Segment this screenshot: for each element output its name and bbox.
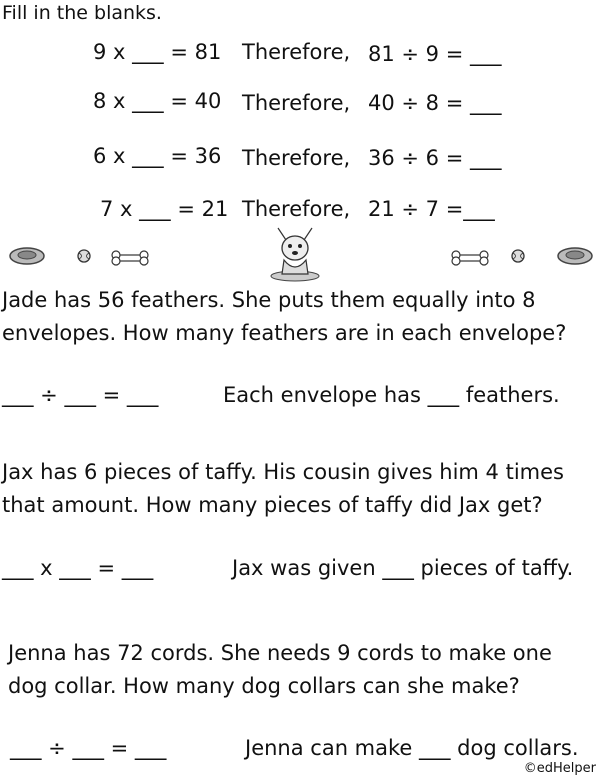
equation-right: 36 ÷ 6 = ___ [368,146,502,170]
copyright-notice: ©edHelper [523,761,596,776]
therefore-label: Therefore, [242,91,351,115]
problem-equation: ___ ÷ ___ = ___ [10,736,167,760]
equation-left: 7 x ___ = 21 [100,197,229,221]
dish-icon [556,245,594,267]
problem-answer-sentence: Each envelope has ___ feathers. [223,383,560,407]
dish-icon [8,245,46,267]
equation-right: 21 ÷ 7 =___ [368,197,495,221]
problem-equation: ___ x ___ = ___ [2,556,154,580]
equation-left: 8 x ___ = 40 [93,89,222,113]
bone-icon [110,250,150,266]
instructions-title: Fill in the blanks. [2,2,162,24]
ball-icon [76,248,92,264]
equation-left: 9 x ___ = 81 [93,40,222,64]
bone-icon [450,250,490,266]
equation-right: 81 ÷ 9 = ___ [368,42,502,66]
problem-equation: ___ ÷ ___ = ___ [2,383,159,407]
word-problem-text: Jax has 6 pieces of taffy. His cousin gives him 4 times that amount. How many pieces of taffy did Jax get? [2,460,564,517]
therefore-label: Therefore, [242,40,351,64]
ball-icon [510,248,526,264]
equation-left: 6 x ___ = 36 [93,144,222,168]
word-problem-text: Jade has 56 feathers. She puts them equally into 8 envelopes. How many feathers are in each envelope? [2,288,567,345]
therefore-label: Therefore, [242,197,351,221]
word-problem-text: Jenna has 72 cords. She needs 9 cords to make one dog collar. How many dog collars can she make? [8,641,552,698]
problem-answer-sentence: Jenna can make ___ dog collars. [245,736,579,760]
dog-icon [264,226,326,282]
equation-right: 40 ÷ 8 = ___ [368,91,502,115]
therefore-label: Therefore, [242,146,351,170]
problem-answer-sentence: Jax was given ___ pieces of taffy. [232,556,574,580]
